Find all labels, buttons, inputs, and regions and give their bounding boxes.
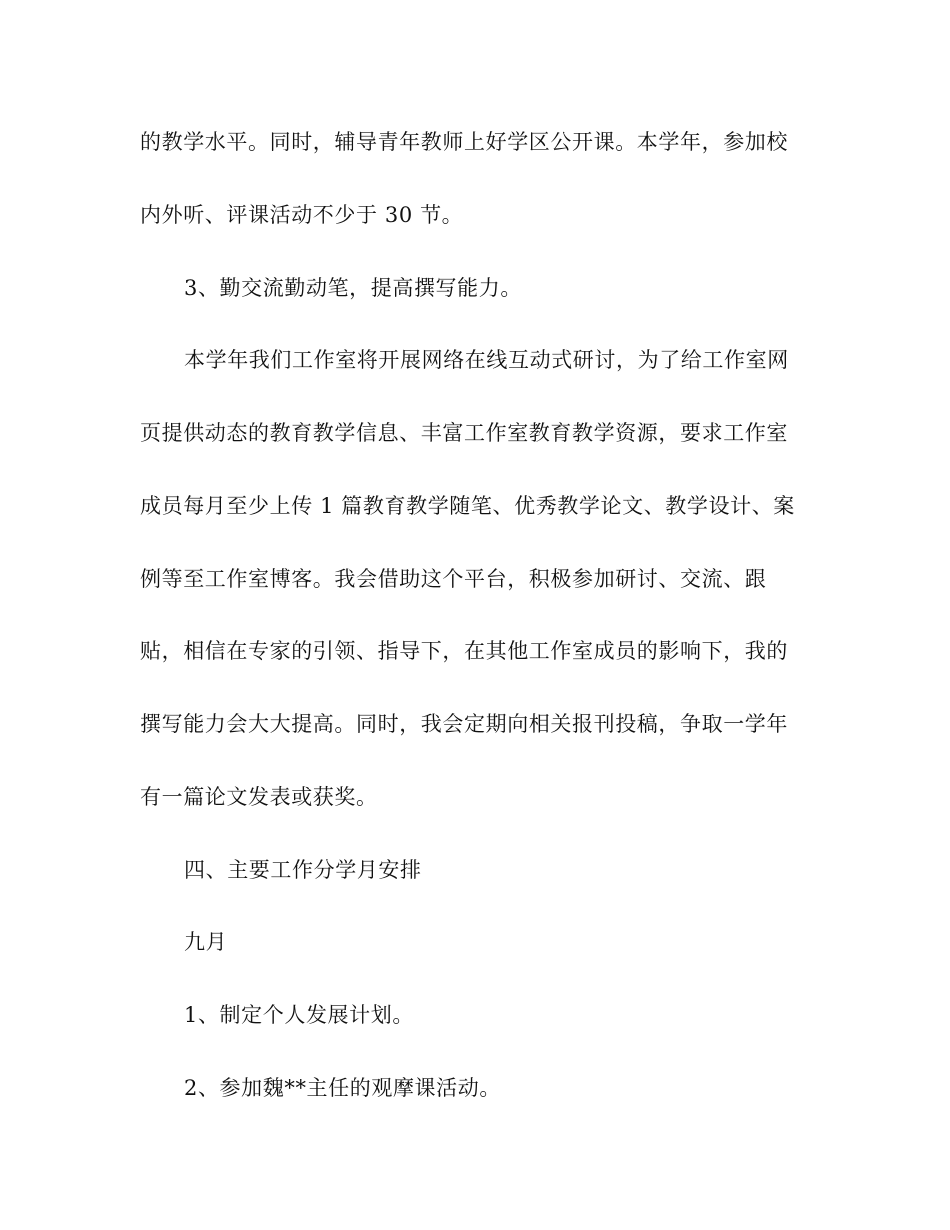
paragraph-line: 的教学水平。同时，辅导青年教师上好学区公开课。本学年，参加校 (140, 130, 788, 154)
section-heading: 四、主要工作分学月安排 (184, 858, 422, 882)
paragraph-line: 本学年我们工作室将开展网络在线互动式研讨，为了给工作室网 (184, 348, 789, 372)
paragraph-line: 页提供动态的教育教学信息、丰富工作室教育教学资源，要求工作室 (140, 421, 788, 445)
paragraph-line: 有一篇论文发表或获奖。 (140, 785, 378, 809)
list-item: 2、参加魏**主任的观摩课活动。 (184, 1076, 501, 1100)
paragraph-line: 例等至工作室博客。我会借助这个平台，积极参加研讨、交流、跟 (140, 567, 767, 591)
paragraph-line: 贴，相信在专家的引领、指导下，在其他工作室成员的影响下，我的 (140, 639, 788, 663)
section-heading: 3、勤交流勤动笔，提高撰写能力。 (184, 276, 522, 300)
paragraph-line: 内外听、评课活动不少于 30 节。 (140, 203, 464, 227)
paragraph-line: 撰写能力会大大提高。同时，我会定期向相关报刊投稿，争取一学年 (140, 712, 788, 736)
list-item: 1、制定个人发展计划。 (184, 1003, 414, 1027)
paragraph-line: 成员每月至少上传 1 篇教育教学随笔、优秀教学论文、教学设计、案 (140, 494, 795, 518)
month-heading: 九月 (184, 930, 228, 954)
